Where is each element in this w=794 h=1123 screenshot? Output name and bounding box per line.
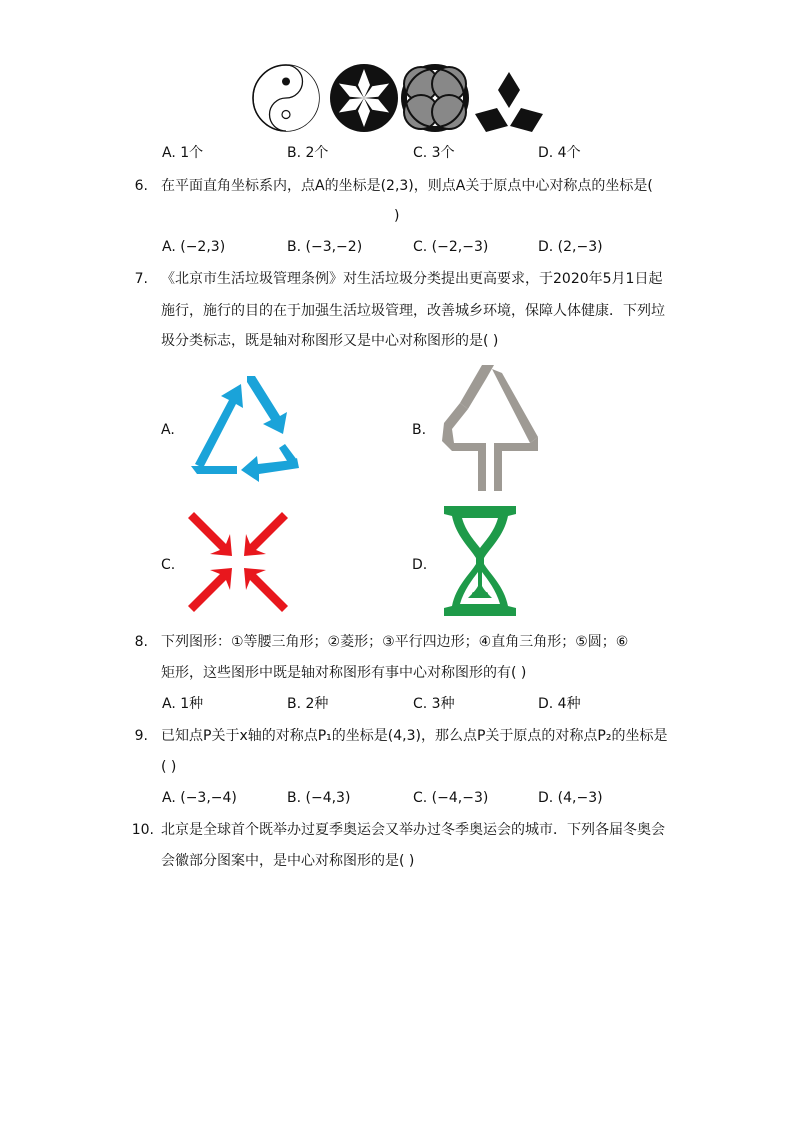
q5-option-c[interactable]: C. 3个 <box>413 145 455 161</box>
q8-number: 8. <box>134 634 148 650</box>
gray-recycle-tree-icon[interactable] <box>438 365 542 491</box>
red-four-arrows-icon[interactable] <box>186 510 290 614</box>
q10-stem-line2: 会徽部分图案中，是中心对称图形的是( ) <box>161 853 415 869</box>
q6-option-b[interactable]: B. (−3,−2) <box>287 239 363 255</box>
q7-option-c-label[interactable]: C. <box>161 557 176 573</box>
q7-stem-line2: 施行，施行的目的在于加强生活垃圾管理，改善城乡环境，保障人体健康．下列垃 <box>161 303 665 319</box>
q5-option-d[interactable]: D. 4个 <box>538 145 581 161</box>
q7-stem-line1: 《北京市生活垃圾管理条例》对生活垃圾分类提出更高要求，于2020年5月1日起 <box>161 271 663 287</box>
green-hourglass-icon[interactable] <box>438 506 522 616</box>
q10-stem-line1: 北京是全球首个既举办过夏季奥运会又举办过冬季奥运会的城市．下列各届冬奥会 <box>161 822 665 838</box>
q8-option-c[interactable]: C. 3种 <box>413 696 455 712</box>
hexagram-flower-icon <box>329 63 399 133</box>
q8-option-b[interactable]: B. 2种 <box>287 696 329 712</box>
q8-stem-line1: 下列图形：①等腰三角形；②菱形；③平行四边形；④直角三角形；⑤圆；⑥ <box>161 634 629 650</box>
q6-stem-line2: ) <box>394 208 400 224</box>
q7-number: 7. <box>134 271 148 287</box>
q9-stem-line1: 已知点P关于x轴的对称点P₁的坐标是(4,3)，那么点P关于原点的对称点P₂的坐标是 <box>161 728 668 744</box>
q7-stem-line3: 圾分类标志，既是轴对称图形又是中心对称图形的是( ) <box>161 333 499 349</box>
q10-number: 10. <box>131 822 154 838</box>
q6-number: 6. <box>134 178 148 194</box>
q8-option-d[interactable]: D. 4种 <box>538 696 581 712</box>
taiji-icon <box>251 64 321 132</box>
q8-stem-line2: 矩形，这些图形中既是轴对称图形有事中心对称图形的有( ) <box>161 665 527 681</box>
q5-option-b[interactable]: B. 2个 <box>287 145 329 161</box>
q7-option-b-label[interactable]: B. <box>412 422 427 438</box>
q6-option-c[interactable]: C. (−2,−3) <box>413 239 489 255</box>
q7-option-d-label[interactable]: D. <box>412 557 428 573</box>
q9-option-b[interactable]: B. (−4,3) <box>287 790 351 806</box>
three-diamond-icon <box>474 72 544 134</box>
q9-option-d[interactable]: D. (4,−3) <box>538 790 603 806</box>
q6-option-a[interactable]: A. (−2,3) <box>162 239 226 255</box>
q9-number: 9. <box>134 728 148 744</box>
q6-stem-line1: 在平面直角坐标系内，点A的坐标是(2,3)，则点A关于原点中心对称点的坐标是( <box>161 178 653 194</box>
q5-option-a[interactable]: A. 1个 <box>162 145 204 161</box>
q7-option-a-label[interactable]: A. <box>161 422 175 438</box>
q6-option-d[interactable]: D. (2,−3) <box>538 239 603 255</box>
q9-option-c[interactable]: C. (−4,−3) <box>413 790 489 806</box>
q8-option-a[interactable]: A. 1种 <box>162 696 204 712</box>
q9-stem-line2: ( ) <box>161 759 177 775</box>
four-petal-circle-icon <box>400 63 470 133</box>
recycle-triangle-icon[interactable] <box>185 370 303 482</box>
q9-option-a[interactable]: A. (−3,−4) <box>162 790 237 806</box>
